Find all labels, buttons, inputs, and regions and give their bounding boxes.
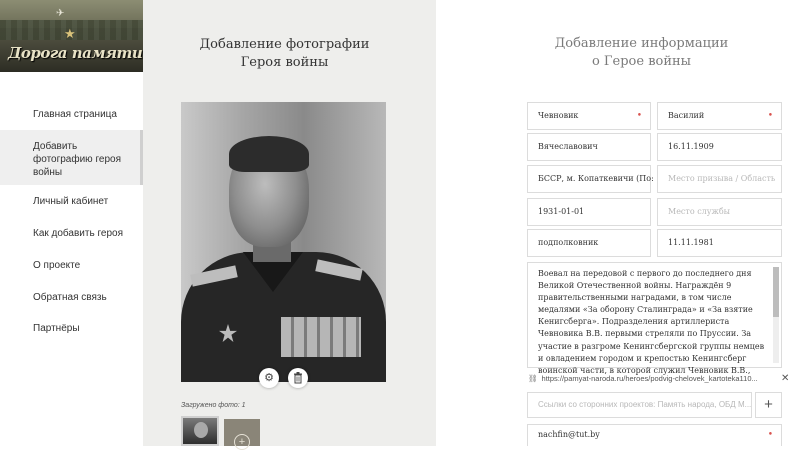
death-date-field[interactable]: 11.11.1981	[657, 229, 782, 257]
added-link-url[interactable]: https://pamyat-naroda.ru/heroes/podvig-chelovek_kartoteka110...	[541, 374, 758, 383]
gear-icon: ⚙	[264, 372, 274, 384]
remove-link-icon[interactable]: ✕	[781, 373, 790, 384]
first-name-field[interactable]	[657, 102, 782, 130]
add-link-button[interactable]: +	[755, 392, 782, 418]
biography-textarea[interactable]	[527, 262, 782, 375]
sidebar-item-how-to-add[interactable]: Как добавить героя	[33, 228, 123, 239]
sidebar-item-cabinet[interactable]: Личный кабинет	[33, 196, 109, 207]
photo-hair	[229, 136, 309, 172]
photo-medals	[281, 317, 361, 357]
email-value: nachfin@tut.by	[538, 430, 600, 439]
required-marker: •	[767, 430, 773, 440]
hero-info-form	[436, 0, 800, 446]
sidebar	[0, 0, 143, 446]
biography-scrollbar-thumb[interactable]	[773, 267, 779, 317]
photo-delete-button[interactable]	[288, 368, 308, 388]
link-icon: ⛓	[528, 374, 538, 383]
first-name-value: Василий	[668, 111, 705, 120]
photo-settings-button[interactable]	[259, 368, 279, 388]
dove-icon: ✈	[56, 8, 65, 19]
email-field[interactable]	[527, 424, 782, 446]
photo-title-line2: Героя войны	[240, 55, 329, 70]
required-marker: •	[767, 111, 773, 121]
trash-icon	[293, 372, 303, 383]
last-name-value: Чевновик	[538, 111, 579, 120]
external-links-input[interactable]: Ссылки со сторонних проектов: Память народа, ОБД М...	[527, 392, 752, 418]
conscription-place-field[interactable]: Место призыва / Область	[657, 165, 782, 193]
site-logo[interactable]	[0, 0, 143, 72]
form-title-line1: Добавление информации	[554, 36, 729, 51]
sidebar-item-feedback[interactable]: Обратная связь	[33, 292, 107, 303]
logo-text: Дорога памяти	[8, 44, 143, 62]
added-link	[528, 372, 798, 386]
last-name-field[interactable]	[527, 102, 651, 130]
form-title-line2: о Герое войны	[591, 54, 692, 69]
sidebar-item-partners[interactable]: Партнёры	[33, 323, 80, 334]
plus-icon: +	[234, 434, 250, 450]
birth-place-field[interactable]: БССР, м. Копаткевичи (По:	[527, 165, 651, 193]
sidebar-item-home[interactable]: Главная страница	[33, 109, 117, 120]
photo-panel-title	[143, 36, 426, 72]
biography-scrollbar[interactable]	[773, 267, 779, 363]
patronymic-field[interactable]: Вячеславович	[527, 133, 651, 161]
photo-thumbnail[interactable]	[181, 416, 219, 446]
sidebar-item-add-photo[interactable]: Добавить фотографию героя войны	[0, 130, 143, 185]
photo-panel	[143, 0, 436, 446]
star-icon: ★	[64, 26, 76, 41]
service-place-field[interactable]: Место службы	[657, 198, 782, 226]
uploaded-count-label: Загружено фото: 1	[181, 402, 246, 409]
photo-title-line1: Добавление фотографии	[199, 37, 370, 52]
birth-date-field[interactable]: 16.11.1909	[657, 133, 782, 161]
conscription-date-field[interactable]: 1931-01-01	[527, 198, 651, 226]
rank-field[interactable]: подполковник	[527, 229, 651, 257]
form-title	[529, 35, 754, 71]
add-photo-button[interactable]	[224, 419, 260, 446]
sidebar-item-about[interactable]: О проекте	[33, 260, 81, 271]
hero-photo[interactable]	[181, 102, 386, 377]
required-marker: •	[636, 111, 642, 121]
biography-text: Воевал на передовой с первого до последнего дня Великой Отечественной войны. Награждён 9 правительственными наградами, в том числе медалями «За оборону Сталинграда» и «За взятие Кенигсберга». Подразделения артиллериста Чевновика В.В. первыми стреляли по Пруссии. За участие в разгроме Кенингсбергской группы немцев и овладением городом и крепостью Кенингсберг воинской части, в которой служил Чевновик В.В.,	[538, 269, 765, 375]
thumbnail-face	[194, 422, 208, 438]
